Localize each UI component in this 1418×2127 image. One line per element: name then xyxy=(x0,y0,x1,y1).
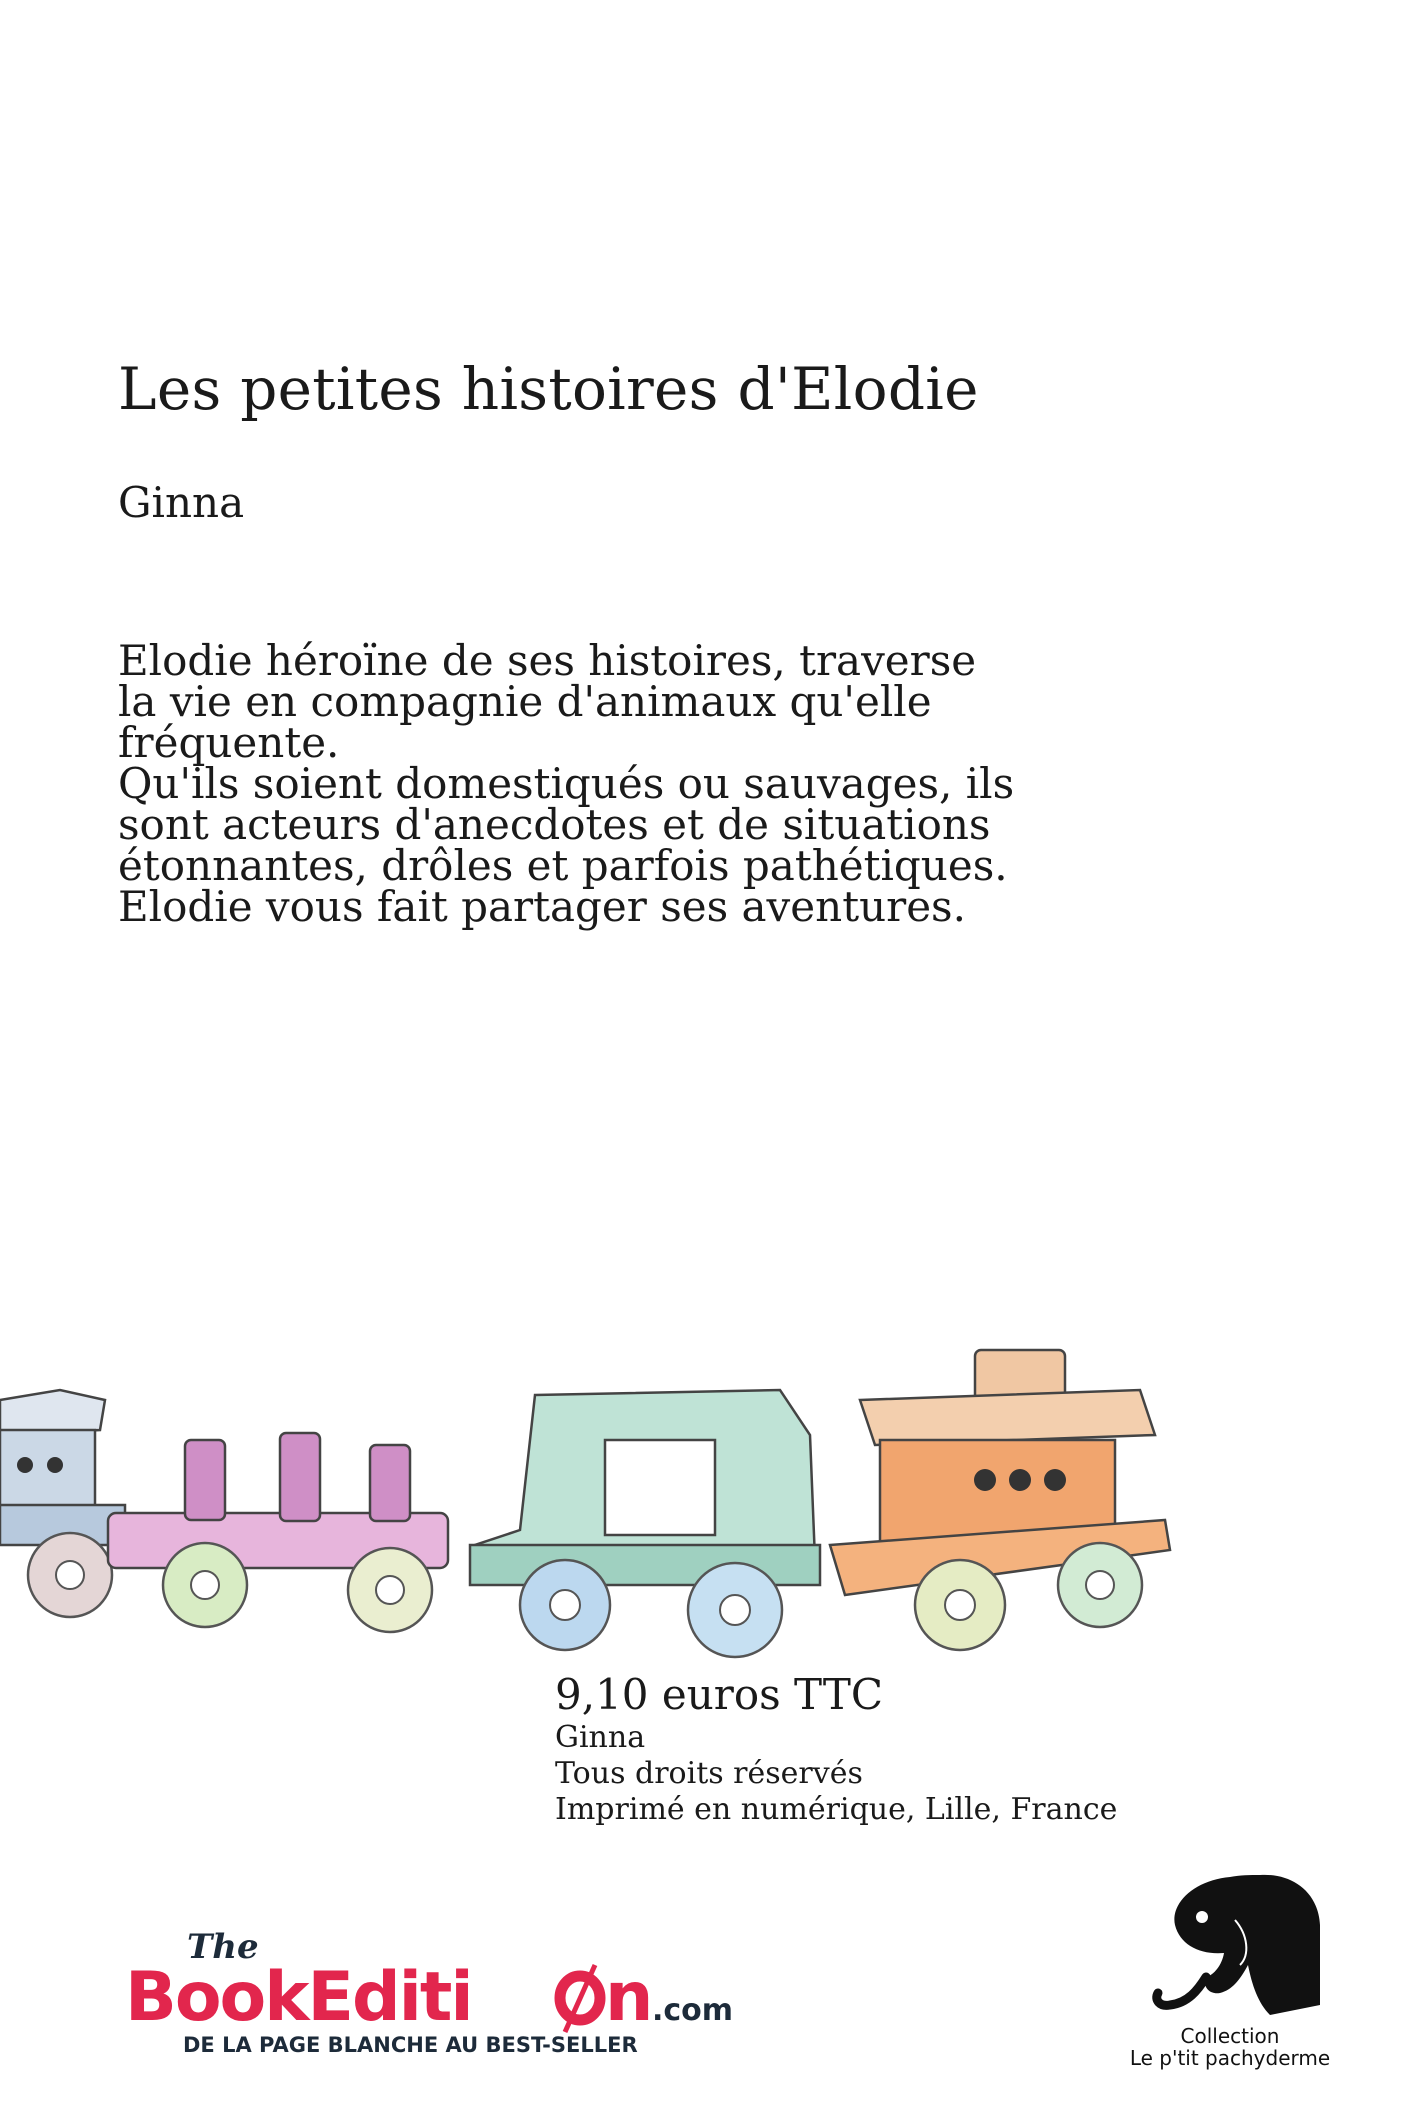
blurb-paragraph: Elodie vous fait partager ses aventures. xyxy=(118,882,966,931)
toy-train-icon xyxy=(0,1305,1180,1665)
publisher-tagline: DE LA PAGE BLANCHE AU BEST-SELLER xyxy=(183,2033,638,2057)
collection-line1: Collection xyxy=(1180,2024,1280,2048)
train-car-pink xyxy=(108,1433,448,1632)
logo-bookedition-text: BookEditi xyxy=(125,1958,472,2037)
colophon-author: Ginna xyxy=(555,1720,646,1755)
rights-notice: Tous droits réservés xyxy=(555,1756,863,1791)
train-car-green xyxy=(470,1390,820,1657)
logo-n-text: n xyxy=(605,1958,654,2037)
elephant-icon xyxy=(1140,1865,1325,2025)
logo-the-text: The xyxy=(187,1927,259,1967)
blurb-paragraph: Qu'ils soient domestiqués ou sauvages, ils sont acteurs d'anecdotes et de situations étonnantes, drôles et parfois pathétiques. xyxy=(118,759,1015,890)
book-blurb xyxy=(118,636,1018,931)
train-car-left xyxy=(0,1390,125,1617)
collection-label xyxy=(1100,2025,1360,2069)
colophon xyxy=(555,1670,1117,1828)
logo-com-text: .com xyxy=(652,1993,734,2028)
print-notice: Imprimé en numérique, Lille, France xyxy=(555,1792,1118,1827)
collection-line2: Le p'tit pachyderme xyxy=(1129,2046,1331,2070)
train-car-orange xyxy=(830,1350,1170,1650)
book-title: Les petites histoires d'Elodie xyxy=(118,355,979,423)
price: 9,10 euros TTC xyxy=(555,1670,883,1719)
blurb-paragraph: Elodie héroïne de ses histoires, traverse la vie en compagnie d'animaux qu'elle fréquente. xyxy=(118,636,977,767)
book-author: Ginna xyxy=(118,478,245,527)
quill-icon xyxy=(560,1965,600,2032)
publisher-logo xyxy=(125,1920,734,2060)
